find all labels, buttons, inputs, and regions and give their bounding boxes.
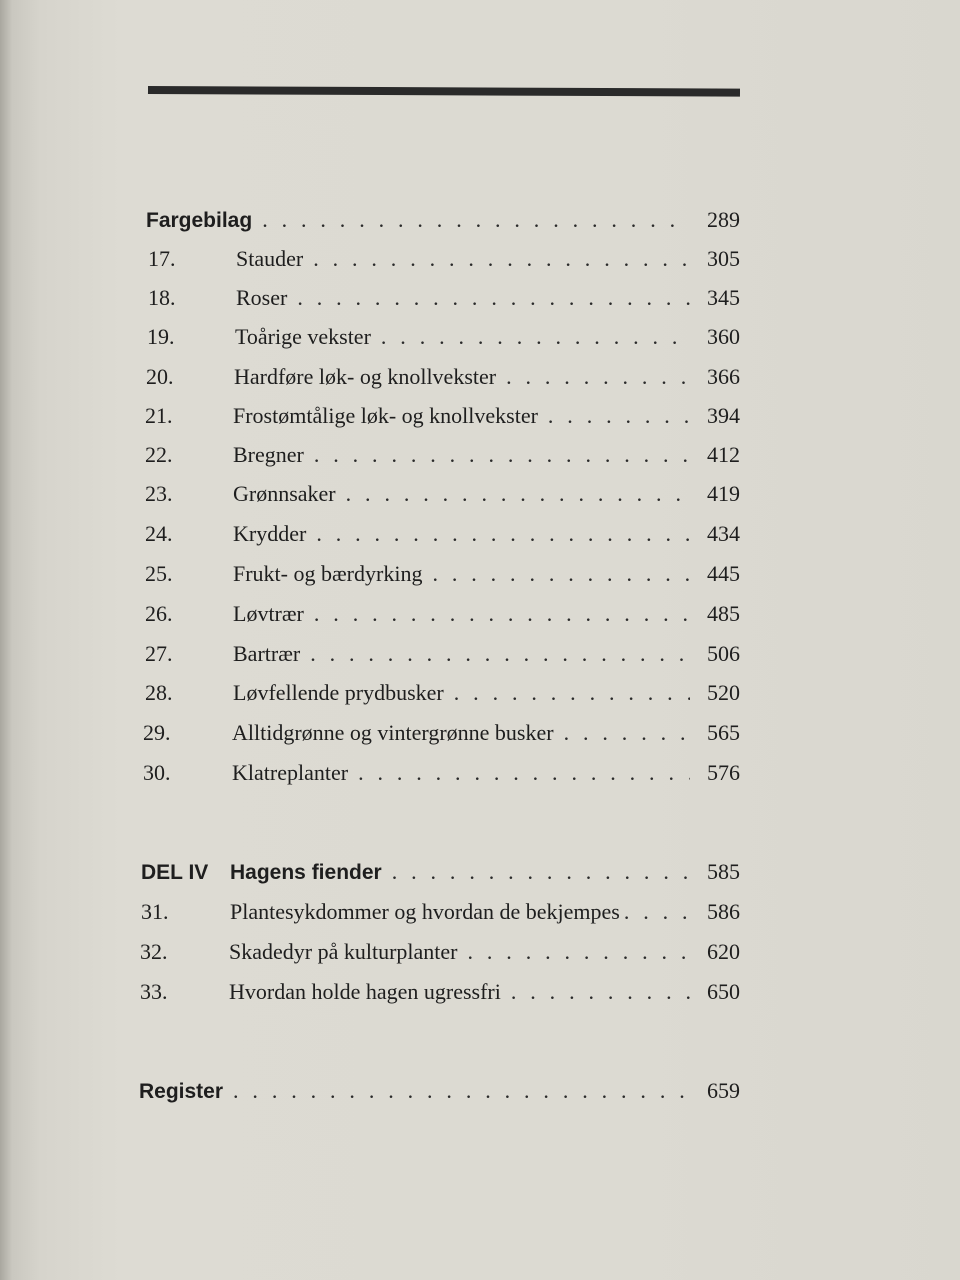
chapter-number: 20. bbox=[146, 364, 174, 389]
chapter-number: 17. bbox=[148, 246, 176, 271]
chapter-number: 24. bbox=[145, 521, 173, 546]
chapter-title: Toårige vekster bbox=[235, 324, 371, 349]
dot-leader bbox=[432, 557, 690, 591]
chapter-page: 366 bbox=[707, 364, 740, 389]
chapter-page: 650 bbox=[707, 979, 740, 1004]
chapter-number: 19. bbox=[147, 324, 175, 349]
chapter-title: Grønnsaker bbox=[233, 481, 336, 506]
toc-entry bbox=[147, 320, 740, 354]
chapter-page: 305 bbox=[707, 246, 740, 271]
dot-leader bbox=[233, 1074, 690, 1108]
chapter-page: 360 bbox=[707, 324, 740, 349]
toc-entry bbox=[145, 517, 740, 551]
toc-entry-part-4 bbox=[141, 855, 740, 889]
toc-entry-page: 659 bbox=[707, 1078, 740, 1103]
toc-entry bbox=[141, 895, 740, 929]
chapter-number: 22. bbox=[145, 442, 173, 467]
dot-leader bbox=[506, 360, 690, 394]
chapter-page: 520 bbox=[707, 680, 740, 705]
toc-entry bbox=[145, 637, 740, 671]
chapter-number: 30. bbox=[143, 760, 171, 785]
chapter-number: 32. bbox=[140, 939, 168, 964]
chapter-page: 394 bbox=[707, 403, 740, 428]
chapter-page: 419 bbox=[707, 481, 740, 506]
dot-leader bbox=[624, 895, 696, 929]
chapter-number: 29. bbox=[143, 720, 171, 745]
part-page: 585 bbox=[707, 859, 740, 884]
chapter-title: Bartrær bbox=[233, 641, 301, 666]
dot-leader bbox=[468, 935, 691, 969]
chapter-number: 27. bbox=[145, 641, 173, 666]
chapter-page: 620 bbox=[707, 939, 740, 964]
dot-leader bbox=[454, 676, 690, 710]
chapter-number: 33. bbox=[140, 979, 168, 1004]
toc-entry bbox=[143, 756, 740, 790]
chapter-number: 31. bbox=[141, 899, 169, 924]
toc-entry-title: Register bbox=[139, 1080, 224, 1103]
chapter-title: Skadedyr på kulturplanter bbox=[229, 939, 458, 964]
dot-leader bbox=[392, 855, 690, 889]
toc-entry-register bbox=[139, 1074, 740, 1108]
chapter-page: 506 bbox=[707, 641, 740, 666]
chapter-page: 565 bbox=[707, 720, 740, 745]
chapter-page: 345 bbox=[707, 285, 740, 310]
part-title: Hagens fiender bbox=[230, 861, 382, 884]
toc-entry bbox=[140, 975, 740, 1009]
chapter-title: Krydder bbox=[233, 521, 307, 546]
chapter-page: 576 bbox=[707, 760, 740, 785]
chapter-page: 445 bbox=[707, 561, 740, 586]
chapter-title: Roser bbox=[236, 285, 288, 310]
toc-entry bbox=[148, 281, 740, 315]
chapter-page: 412 bbox=[707, 442, 740, 467]
chapter-title: Frostømtålige løk- og knollvekster bbox=[233, 403, 538, 428]
toc-entry bbox=[145, 477, 740, 511]
chapter-number: 25. bbox=[145, 561, 173, 586]
chapter-page: 586 bbox=[707, 899, 740, 924]
chapter-title: Bregner bbox=[233, 442, 304, 467]
toc-entry bbox=[145, 438, 740, 472]
toc-entry bbox=[145, 557, 740, 591]
toc-entry bbox=[145, 676, 740, 710]
chapter-title: Klatreplanter bbox=[232, 760, 349, 785]
toc-entry-page: 289 bbox=[707, 207, 740, 232]
chapter-number: 23. bbox=[145, 481, 173, 506]
toc-entry bbox=[146, 360, 740, 394]
toc-entry-fargebilag bbox=[146, 203, 740, 237]
dot-leader bbox=[313, 242, 690, 276]
chapter-number: 18. bbox=[148, 285, 176, 310]
chapter-title: Hvordan holde hagen ugressfri bbox=[229, 979, 501, 1004]
chapter-title: Hardføre løk- og knollvekster bbox=[234, 364, 497, 389]
dot-leader bbox=[564, 716, 690, 750]
chapter-title: Stauder bbox=[236, 246, 304, 271]
dot-leader bbox=[297, 281, 690, 315]
chapter-number: 26. bbox=[145, 601, 173, 626]
toc-entry-title: Fargebilag bbox=[146, 209, 253, 232]
dot-leader bbox=[262, 203, 690, 237]
chapter-title: Løvfellende prydbusker bbox=[233, 680, 444, 705]
toc-entry bbox=[140, 935, 740, 969]
dot-leader bbox=[310, 637, 690, 671]
dot-leader bbox=[511, 975, 690, 1009]
dot-leader bbox=[548, 399, 690, 433]
dot-leader bbox=[314, 597, 690, 631]
chapter-page: 434 bbox=[707, 521, 740, 546]
dot-leader bbox=[316, 517, 690, 551]
toc-entry bbox=[143, 716, 740, 750]
dot-leader bbox=[381, 320, 690, 354]
dot-leader bbox=[314, 438, 690, 472]
chapter-title: Løvtrær bbox=[233, 601, 304, 626]
dot-leader bbox=[358, 756, 690, 790]
dot-leader bbox=[346, 477, 690, 511]
part-label: DEL IV bbox=[141, 861, 209, 884]
toc-entry bbox=[148, 242, 740, 276]
chapter-title: Plantesykdommer og hvordan de bekjempes bbox=[230, 899, 620, 924]
chapter-title: Frukt- og bærdyrking bbox=[233, 561, 423, 586]
chapter-title: Alltidgrønne og vintergrønne busker bbox=[232, 720, 554, 745]
chapter-number: 21. bbox=[145, 403, 173, 428]
chapter-number: 28. bbox=[145, 680, 173, 705]
toc-entry bbox=[145, 399, 740, 433]
chapter-page: 485 bbox=[707, 601, 740, 626]
toc-entry bbox=[145, 597, 740, 631]
